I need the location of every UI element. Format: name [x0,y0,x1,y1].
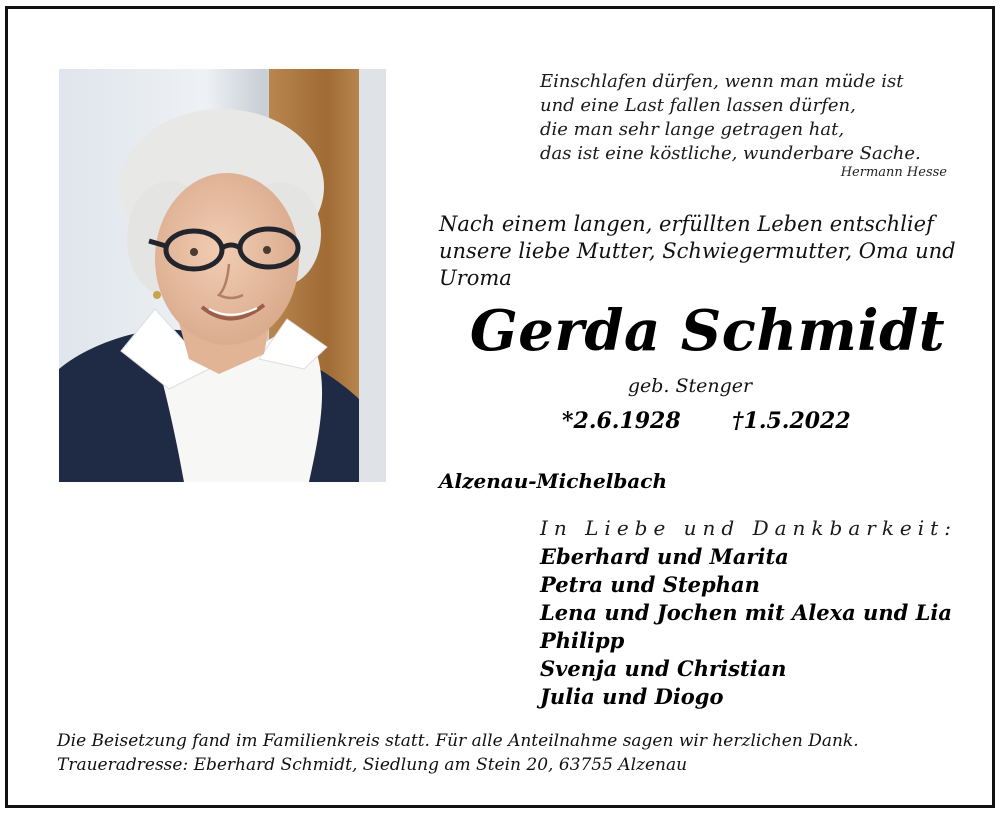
hesse-quote [540,70,950,166]
birth-date: *2.6.1928 [562,408,681,434]
mourners-list [540,543,952,711]
dedication-line: In Liebe und Dankbarkeit: [540,516,957,540]
footer-notice [57,729,977,777]
quote-line: das ist eine köstliche, wunderbare Sache. [540,143,921,164]
mourner-entry: Julia und Diogo [540,684,724,709]
mourner-entry: Lena und Jochen mit Alexa und Lia [540,600,952,625]
intro-line: Uroma [439,266,512,290]
quote-author: Hermann Hesse [840,165,947,180]
deceased-name: Gerda Schmidt [469,298,946,364]
portrait-photo [59,69,386,482]
intro-text [439,211,959,292]
location: Alzenau-Michelbach [439,469,667,493]
birth-name: geb. Stenger [627,375,753,397]
intro-line: Nach einem langen, erfüllten Leben entschlief [439,212,934,236]
funeral-note: Die Beisetzung fand im Familienkreis statt. Für alle Anteilnahme sagen wir herzlichen Dank. [57,731,859,751]
intro-line: unsere liebe Mutter, Schwiegermutter, Oma und [439,239,956,263]
death-date: †1.5.2022 [732,408,851,434]
quote-line: Einschlafen dürfen, wenn man müde ist [540,71,904,92]
mourner-entry: Philipp [540,628,625,653]
mourner-entry: Petra und Stephan [540,572,760,597]
mourner-entry: Eberhard und Marita [540,544,789,569]
quote-line: die man sehr lange getragen hat, [540,119,845,140]
mourning-address: Traueradresse: Eberhard Schmidt, Siedlung am Stein 20, 63755 Alzenau [57,755,688,775]
quote-line: und eine Last fallen lassen dürfen, [540,95,856,116]
mourner-entry: Svenja und Christian [540,656,787,681]
